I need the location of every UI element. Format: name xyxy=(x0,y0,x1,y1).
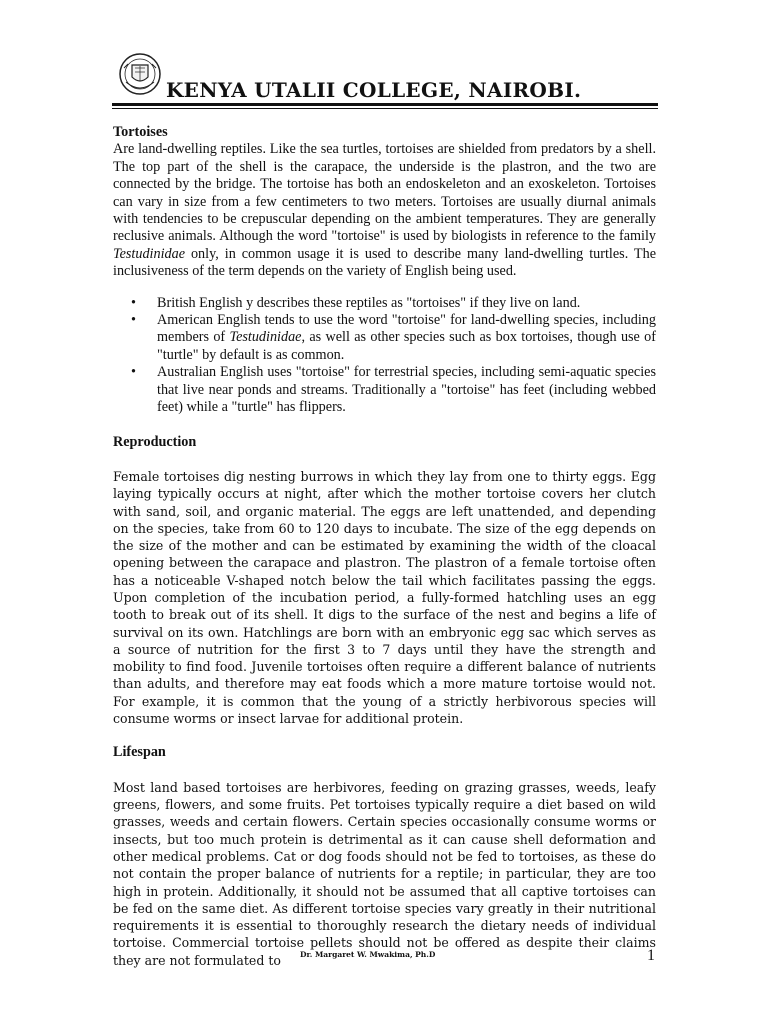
bullet-american-text-b: , as well as other species such as box tortoises, though use of "turtle" by default is as common. xyxy=(157,329,656,363)
bullet-american-text-a: American English tends to use the word "tortoise" for land-dwelling species, including members of xyxy=(157,312,656,346)
college-name: KENYA UTALII COLLEGE, NAIROBI. xyxy=(166,78,582,102)
document-body xyxy=(113,124,656,969)
section-title-tortoises: Tortoises xyxy=(113,124,168,140)
english-usage-list xyxy=(113,295,656,417)
list-item-british xyxy=(157,295,656,312)
tortoises-text-italic: Testudinidae xyxy=(113,245,185,262)
lifespan-paragraph: Most land based tortoises are herbivores, feeding on grazing grasses, weeds, leafy greens, flowers, and some fruits. Pet tortoises typically require a diet based on wild grasses, weeds and certain flowers. Certain species occasionally consume worms or insects, but too much protein is detrimental as it can cause shell deformation and other medical problems. Cat or dog foods should not be fed to tortoises, as these do not contain the proper balance of nutrients for a reptile; in particular, they are too high in protein. Additionally, it should not be assumed that all captive tortoises can be fed on the same diet. As different tortoise species vary greatly in their nutritional requirements it is essential to thoroughly research the dietary needs of individual tortoise. Commercial tortoise pellets should not be offered as despite their claims they are not formulated to xyxy=(113,779,656,968)
bullet-australian-text: Australian English uses "tortoise" for terrestrial species, including semi-aquatic species that live near ponds and streams. Traditionally a "tortoise" has feet (including webbed feet) while a "turtle" has flippers. xyxy=(157,364,656,416)
list-item-australian xyxy=(157,364,656,416)
bullet-american-italic: Testudinidae xyxy=(229,329,302,346)
reproduction-paragraph: Female tortoises dig nesting burrows in which they lay from one to thirty eggs. Egg laying typically occurs at night, after which the mother tortoise covers her clutch with sand, soil, and organic material. The eggs are left unattended, and depending on the species, take from 60 to 120 days to incubate. The size of the egg depends on the size of the mother and can be estimated by examining the width of the cloacal opening between the carapace and plastron. The plastron of a female tortoise often has a noticeable V-shaped notch below the tail which facilitates passing the eggs. Upon completion of the incubation period, a fully-formed hatchling uses an egg tooth to break out of its shell. It digs to the surface of the nest and begins a life of survival on its own. Hatchlings are born with an embryonic egg sac which serves as a source of nutrition for the first 3 to 7 days until they have the strength and mobility to find food. Juvenile tortoises often require a different balance of nutrients than adults, and therefore may eat foods which a more mature tortoise would not. For example, it is common that the young of a strictly herbivorous species will consume worms or insect larvae for additional protein. xyxy=(113,468,656,727)
header-rule-thin xyxy=(112,108,658,109)
footer-author: Dr. Margaret W. Mwakima, Ph.D xyxy=(300,950,436,959)
page-number: 1 xyxy=(647,947,655,964)
section-title-lifespan: Lifespan xyxy=(113,744,166,761)
header-rule-thick xyxy=(112,103,658,106)
list-item-american xyxy=(157,312,656,364)
college-crest-logo xyxy=(118,52,162,96)
section-title-reproduction: Reproduction xyxy=(113,433,197,450)
bullet-british-text: British English y describes these reptiles as "tortoises" if they live on land. xyxy=(157,294,581,311)
page-header xyxy=(112,52,658,112)
tortoises-paragraph xyxy=(113,141,656,280)
tortoises-text-b: only, in common usage it is used to describe many land-dwelling turtles. The inclusiveness of the term depends on the variety of English being used. xyxy=(113,245,656,280)
tortoises-text-a: Are land-dwelling reptiles. Like the sea turtles, tortoises are shielded from predators by a shell. The top part of the shell is the carapace, the underside is the plastron, and the two are connected by the bridge. The tortoise has both an endoskeleton and an exoskeleton. Tortoises can vary in size from a few centimeters to two meters. Tortoises are usually diurnal animals with tendencies to be crepuscular depending on the ambient temperatures. They are generally reclusive animals. Although the word "tortoise" is used by biologists in reference to the family xyxy=(113,141,656,245)
